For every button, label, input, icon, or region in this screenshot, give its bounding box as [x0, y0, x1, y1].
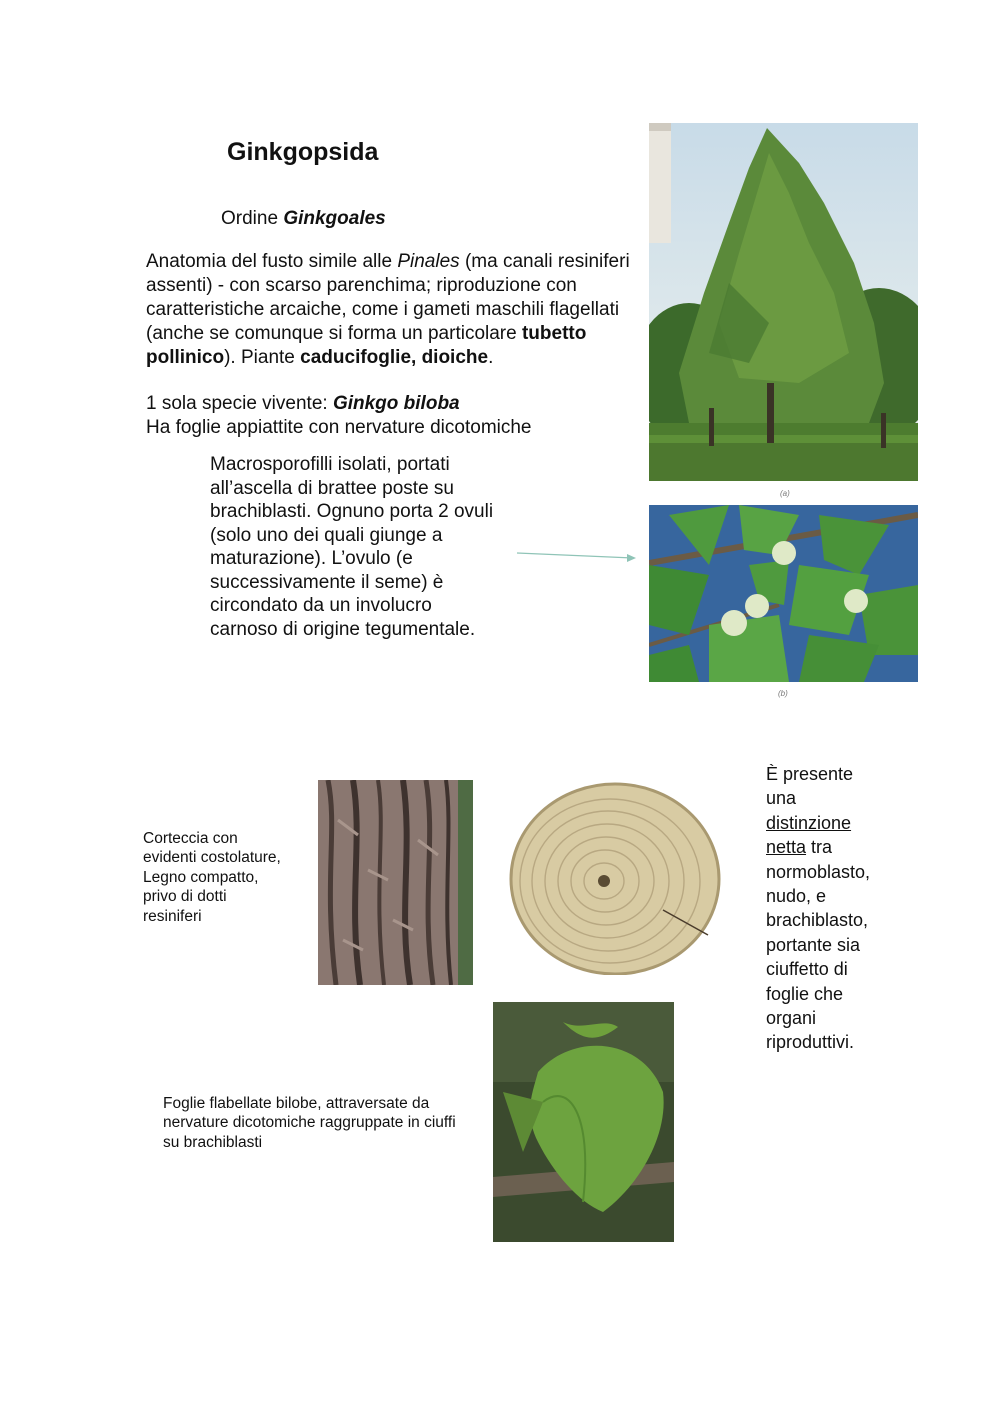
anatomy-text-3: (ma canali resiniferi assenti) - con scarso parenchima; riproduzione con caratteristiche arcaiche, come i gameti maschili flagellati (anche se comunque si forma un particolare [146, 251, 630, 344]
wood-section-photo [503, 770, 725, 975]
bark-caption: Corteccia con evidenti costolature, Legno compatto, privo di dotti resiniferi [143, 830, 281, 925]
leaf-photo [493, 1002, 674, 1242]
order-prefix: Ordine [221, 208, 284, 229]
anatomy-text-5: ). Piante [224, 347, 301, 368]
distinction-text-3: tra normoblasto, nudo, e brachiblasto, portante sia ciuffetto di foglie che organi riproduttivi. [766, 837, 871, 1053]
distinction-underlined: distinzione netta [766, 812, 852, 858]
leaf-caption: Foglie flabellate bilobe, attraversate da nervature dicotomiche raggruppate in ciuffi su brachiblasti [163, 1095, 456, 1151]
anatomy-paragraph [146, 250, 651, 370]
page-title: Ginkgopsida [227, 138, 379, 166]
figure-label-b: (b) [778, 689, 788, 698]
tree-photo [649, 123, 918, 481]
figure-label-a: (a) [780, 489, 790, 498]
species-block [146, 392, 651, 440]
distinction-text [766, 762, 886, 1055]
bark-photo [318, 780, 473, 985]
anatomy-text-1: Anatomia del fusto simile alle [146, 251, 398, 272]
species-name: Ginkgo biloba [332, 393, 460, 414]
anatomy-text-7: . [488, 347, 494, 368]
anatomy-tubetto: tubetto pollinico [146, 323, 587, 368]
distinction-text-1: È presente una [766, 764, 854, 809]
seeds-photo [649, 505, 918, 682]
anatomy-pinales: Pinales [397, 251, 460, 272]
species-line-1 [146, 392, 651, 416]
macrosporophyll-text: Macrosporofilli isolati, portati all’ascella di brattee poste su brachiblasti. Ognuno porta 2 ovuli (solo uno dei quali giunge a maturazione). L’ovulo (e successivamente il seme) è circondato da un involucro carnoso di origine tegumentale. [210, 454, 494, 640]
order-name: Ginkgoales [283, 208, 386, 229]
arrow-icon [515, 548, 640, 564]
species-prefix: 1 sola specie vivente: [146, 393, 333, 414]
order-line [221, 208, 386, 230]
anatomy-caducifoglie: caducifoglie, dioiche [300, 347, 489, 368]
species-line-2: Ha foglie appiattite con nervature dicotomiche [146, 417, 532, 438]
